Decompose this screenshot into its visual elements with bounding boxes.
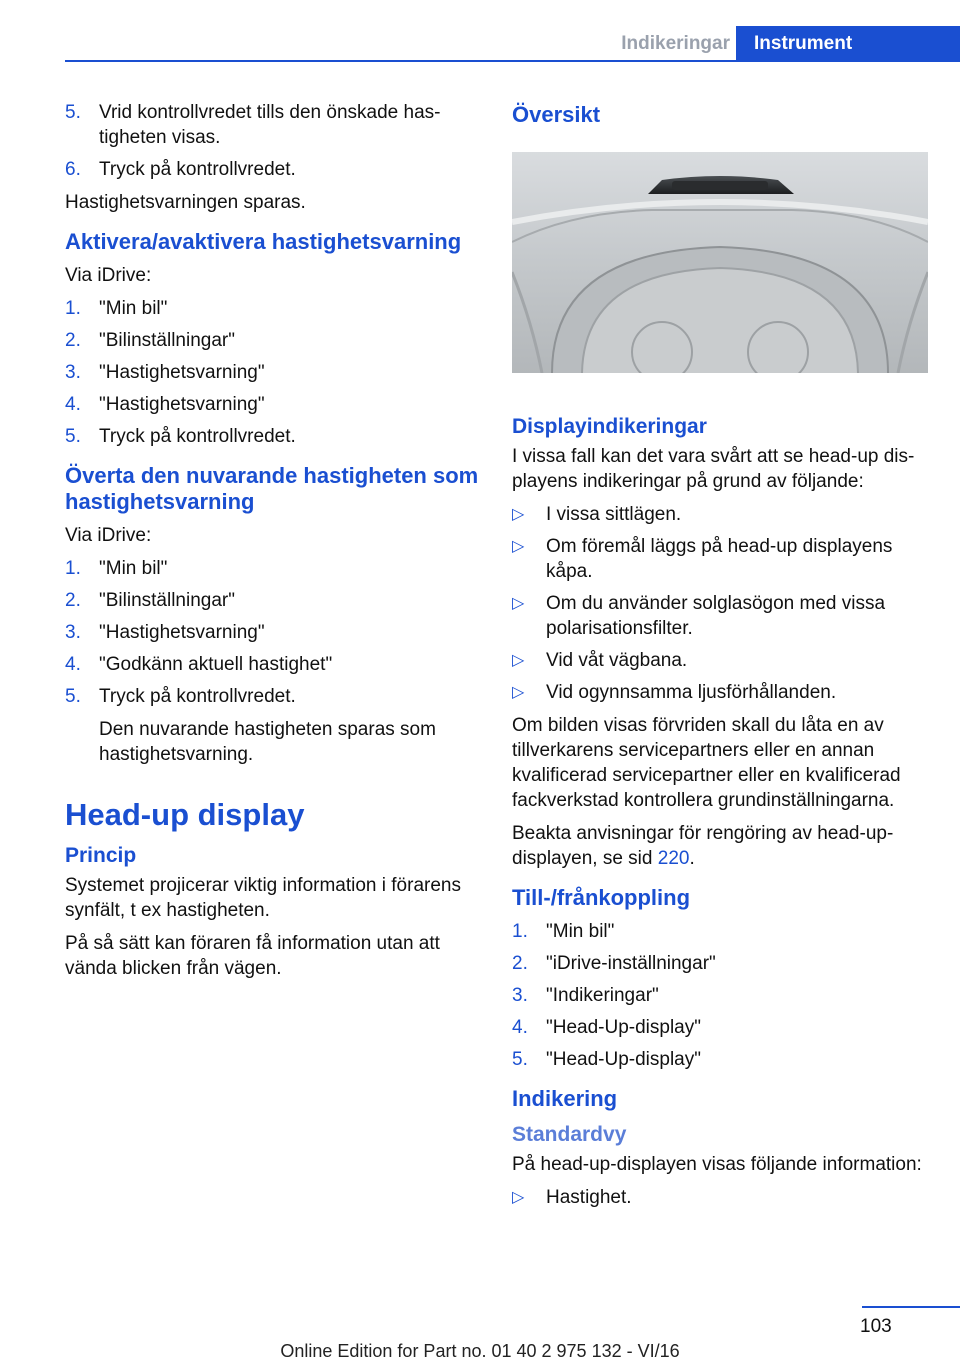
standard-bullets <box>512 1185 932 1210</box>
bullet-icon: ▷ <box>512 538 525 555</box>
right-column <box>512 100 932 1218</box>
distorted-text: Om bilden visas förvriden skall du låta en av tillverkarens servicepartners eller en annan kvalificerad servicepartner eller en kvalificerad fackverkstad kontrollera grundinställningarna. <box>512 715 901 811</box>
transfer-intro: Via iDrive: <box>65 525 152 546</box>
list-item: 5. Vrid kontrollvredet tills den önskade hastigheten visas. <box>65 102 441 148</box>
transfer-note: Den nuvarande hastigheten sparas som hastighetsvarning. <box>99 719 436 765</box>
principle-text-1: Systemet projicerar viktig information i förarens synfält, t ex hastigheten. <box>65 875 461 921</box>
left-column <box>65 100 480 989</box>
list-item: 5. Tryck på kontrollvredet. <box>65 426 296 447</box>
list-item: 5. Tryck på kontrollvredet. <box>65 686 296 707</box>
transfer-heading: Överta den nuvarande hastigheten som hastighetsvarning <box>65 463 479 514</box>
bullet-icon: ▷ <box>512 652 525 669</box>
list-item: 2. "Bilinställningar" <box>65 590 235 611</box>
list-item: 3. "Hastighetsvarning" <box>65 622 265 643</box>
header-section-label: Indikeringar <box>621 33 730 54</box>
list-item: ▷ I vissa sittlägen. <box>512 504 682 525</box>
indication-heading: Indikering <box>512 1086 618 1111</box>
list-item: 1. "Min bil" <box>65 298 168 319</box>
list-item: 4. "Godkänn aktuell hastighet" <box>65 654 333 675</box>
list-item: 6. Tryck på kontrollvredet. <box>65 159 296 180</box>
list-item: ▷ Vid ogynnsamma ljusförhållanden. <box>512 682 837 703</box>
bullet-icon: ▷ <box>512 595 525 612</box>
care-text: Beakta anvisningar för rengöring av head-up-displayen, se sid 220. <box>512 823 894 869</box>
page-number-rule <box>862 1306 960 1308</box>
list-item: 4. "Head-Up-display" <box>512 1017 701 1038</box>
list-item: 5. "Head-Up-display" <box>512 1049 701 1070</box>
list-item: 3. "Hastighetsvarning" <box>65 362 265 383</box>
list-item: ▷ Om du använder solglasögon med vissa polarisationsfilter. <box>512 593 886 639</box>
list-item: ▷ Vid våt vägbana. <box>512 650 688 671</box>
list-item: ▷ Om föremål läggs på head-up displayens kåpa. <box>512 536 893 582</box>
page-link[interactable]: 220 <box>657 848 690 869</box>
list-item: 1. "Min bil" <box>512 921 615 942</box>
overview-heading: Översikt <box>512 102 601 127</box>
list-item: 2. "Bilinställningar" <box>65 330 235 351</box>
standard-intro: På head-up-displayen visas följande information: <box>512 1154 922 1175</box>
list-item: 1. "Min bil" <box>65 558 168 579</box>
display-intro: I vissa fall kan det vara svårt att se head-up displayens indikeringar på grund av följande: <box>512 446 915 492</box>
hud-heading: Head-up display <box>65 797 305 832</box>
header-chapter-tab: Instrument <box>736 26 960 62</box>
bullet-icon: ▷ <box>512 684 525 701</box>
transfer-steps <box>65 556 480 709</box>
bullet-icon: ▷ <box>512 1189 525 1206</box>
steps-continued-list <box>65 100 480 182</box>
list-item: 2. "iDrive-inställningar" <box>512 953 716 974</box>
principle-text-2: På så sätt kan föraren få information utan att vända blicken från vägen. <box>65 933 440 979</box>
list-item: ▷ Hastighet. <box>512 1187 632 1208</box>
edition-footer: Online Edition for Part no. 01 40 2 975 132 - VI/16 <box>280 1341 680 1361</box>
page-number: 103 <box>860 1316 892 1337</box>
toggle-steps <box>512 919 932 1072</box>
display-bullets <box>512 502 932 705</box>
display-heading: Displayindikeringar <box>512 415 707 438</box>
saved-text: Hastighetsvarningen sparas. <box>65 192 306 213</box>
principle-heading: Princip <box>65 844 137 867</box>
bullet-icon: ▷ <box>512 506 525 523</box>
toggle-heading: Till-/frånkoppling <box>512 885 691 910</box>
activate-intro: Via iDrive: <box>65 265 152 286</box>
standard-view-heading: Standardvy <box>512 1123 627 1146</box>
activate-heading: Aktivera/avaktivera hastighetsvarning <box>65 229 462 254</box>
list-item: 4. "Hastighetsvarning" <box>65 394 265 415</box>
list-item: 3. "Indikeringar" <box>512 985 659 1006</box>
activate-steps <box>65 296 480 449</box>
dashboard-image <box>512 152 928 373</box>
